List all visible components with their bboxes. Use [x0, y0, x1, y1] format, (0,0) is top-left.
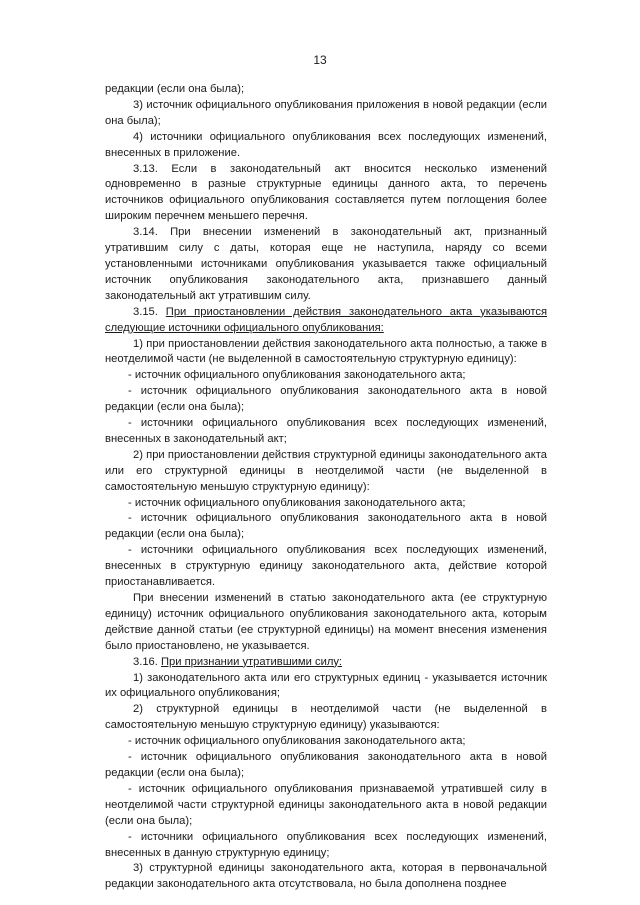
list-item: - источник официального опубликования признаваемой утратившей силу в неотделимой части структурной единицы законодательного акта в новой редакции (если она была); — [105, 782, 547, 827]
list-item: - источник официального опубликования законодательного акта; — [128, 735, 466, 748]
list-item: - источник официального опубликования законодательного акта; — [128, 369, 466, 382]
paragraph: 3) источник официального опубликования приложения в новой редакции (если она была); — [105, 98, 547, 127]
section-heading — [105, 305, 547, 337]
section-title: При признании утратившими силу: — [161, 655, 343, 668]
section-title: При приостановлении действия законодательного акта указываются следующие источники официального опубликования: — [105, 305, 547, 334]
paragraph: 4) источники официального опубликования всех последующих изменений, внесенных в приложение. — [105, 130, 547, 159]
paragraph: редакции (если она была); — [105, 83, 245, 95]
paragraph: 2) при приостановлении действия структурной единицы законодательного акта или его структурной единицы в неотделимой части (не выделенной в самостоятельную меньшую структурную единицу): — [105, 448, 547, 493]
list-item: - источники официального опубликования всех последующих изменений, внесенных в данную структурную единицу; — [105, 830, 547, 859]
page-number: 13 — [313, 53, 327, 67]
list-item: - источник официального опубликования законодательного акта в новой редакции (если она была); — [105, 512, 547, 541]
paragraph: 3) структурной единицы законодательного акта, которая в первоначальной редакции законодательного акта отсутствовала, но была дополнена позднее — [105, 862, 547, 891]
paragraph: 3.14. При внесении изменений в законодательный акт, признанный утратившим силу с даты, которая еще не наступила, наряду со всеми установленными источниками опубликования указывается также официальный источник опубликования законодательного акта, признавшего данный законодательный акт утратившим силу. — [105, 226, 547, 302]
paragraph: 1) при приостановлении действия законодательного акта полностью, а также в неотделимой части (не выделенной в самостоятельную структурную единицу): — [105, 337, 547, 366]
list-item: - источник официального опубликования законодательного акта в новой редакции (если она была); — [105, 385, 547, 414]
list-item: - источник официального опубликования законодательного акта в новой редакции (если она была); — [105, 751, 547, 779]
list-item: - источники официального опубликования всех последующих изменений, внесенных в законодательный акт; — [105, 417, 547, 445]
paragraph: 3.13. Если в законодательный акт вносится несколько изменений одновременно в разные структурные единицы данного акта, то перечень источников официального опубликования составляется путем поглощения более широким перечнем меньшего перечня. — [105, 162, 547, 223]
paragraph: 1) законодательного акта или его структурных единиц - указывается источник их официального опубликования; — [105, 671, 547, 700]
list-item: - источники официального опубликования всех последующих изменений, внесенных в структурную единицу законодательного акта, действие которой приостанавливается. — [105, 544, 547, 589]
section-number: 3.15. — [133, 305, 166, 318]
paragraph: При внесении изменений в статью законодательного акта (ее структурную единицу) источник официального опубликования законодательного акта, которым действие данной статьи (ее структурной единицы) на момент внесения изменения было приостановлено, не указывается. — [105, 592, 547, 652]
section-number: 3.16. — [133, 655, 161, 668]
paragraph: 2) структурной единицы в неотделимой части (не выделенной в самостоятельную меньшую структурную единицу) указываются: — [105, 703, 547, 732]
document-body — [105, 82, 547, 893]
list-item: - источник официального опубликования законодательного акта; — [128, 496, 466, 509]
section-heading — [105, 655, 547, 671]
